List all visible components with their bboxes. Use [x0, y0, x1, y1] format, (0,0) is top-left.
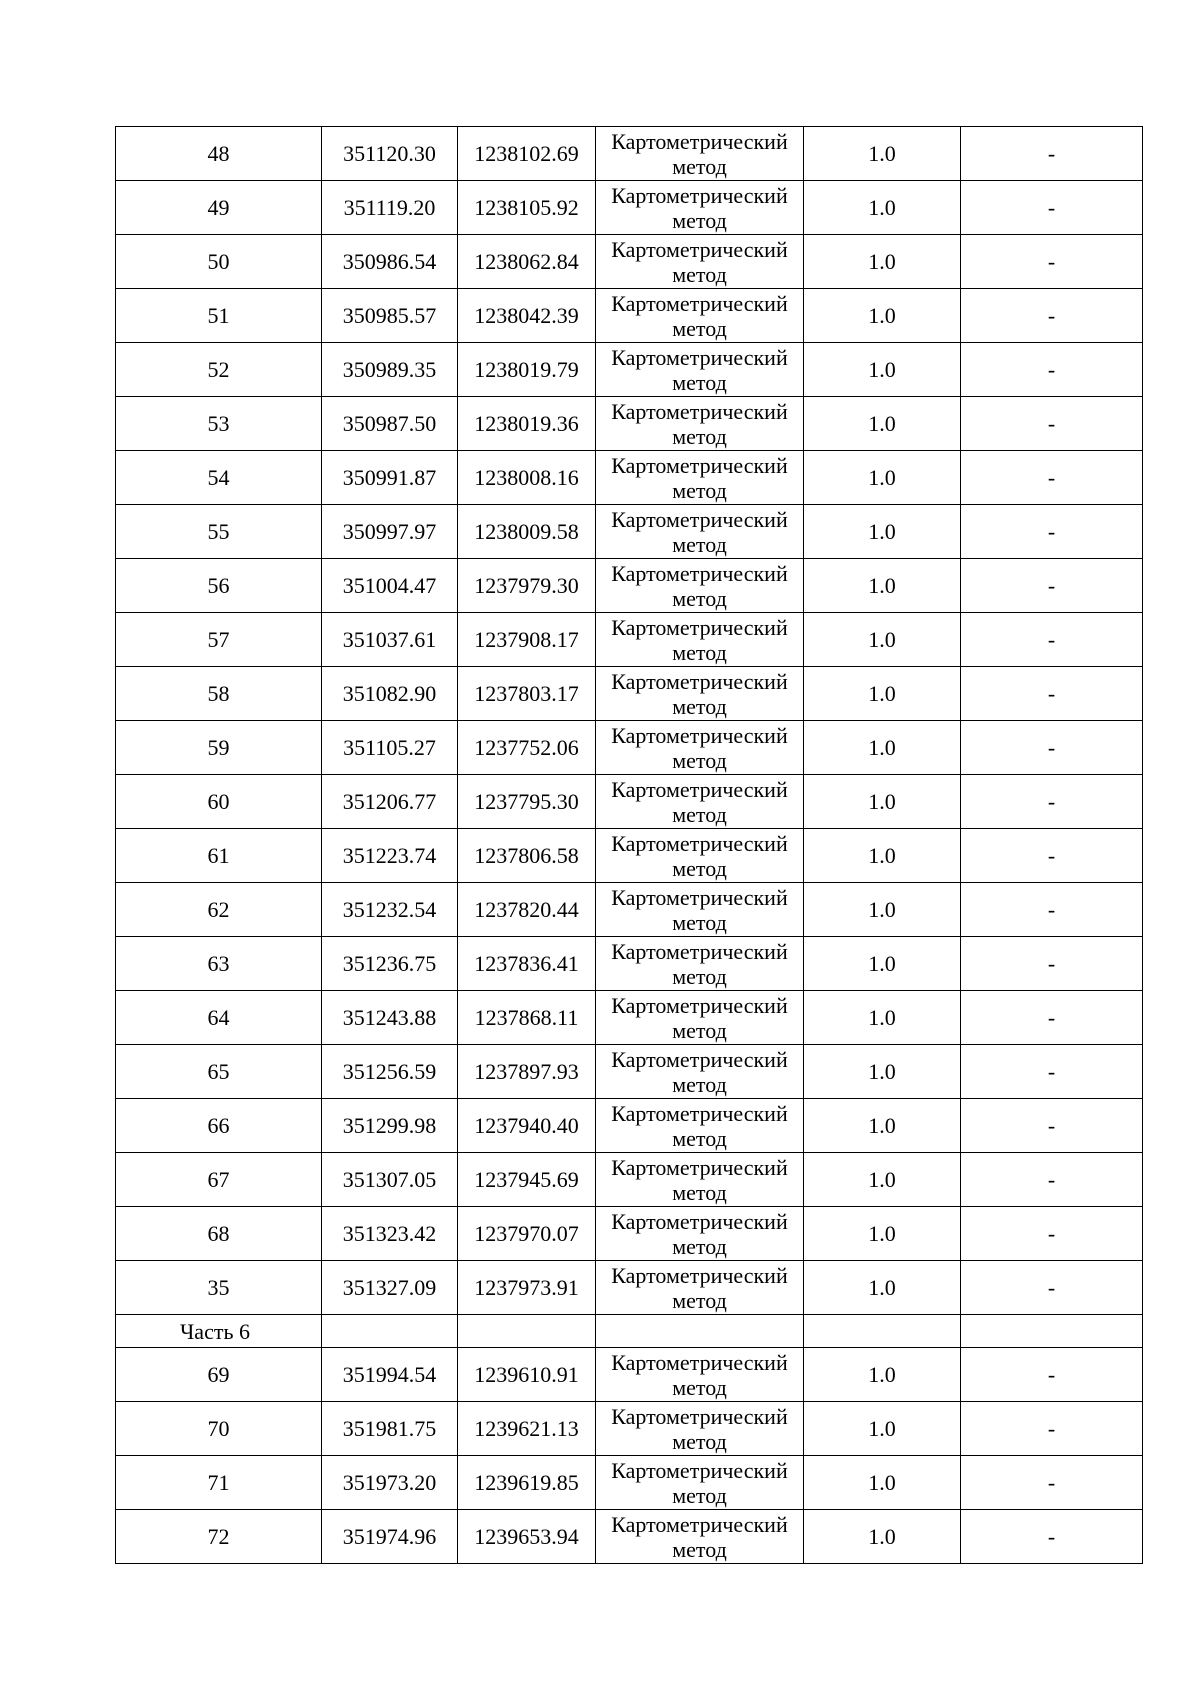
method-cell — [596, 937, 804, 991]
point-number-cell: 52 — [116, 343, 322, 397]
y-coordinate-cell: 1237795.30 — [458, 775, 596, 829]
method-line-1: Картометрический — [611, 290, 788, 316]
table-row — [116, 1261, 1143, 1315]
point-number-cell: 48 — [116, 127, 322, 181]
y-coordinate-cell: 1237979.30 — [458, 559, 596, 613]
empty-cell — [322, 1315, 458, 1348]
accuracy-cell: 1.0 — [804, 613, 961, 667]
y-coordinate-cell: 1237940.40 — [458, 1099, 596, 1153]
x-coordinate-cell: 350985.57 — [322, 289, 458, 343]
method-line-1: Картометрический — [611, 668, 788, 694]
y-coordinate-cell: 1237803.17 — [458, 667, 596, 721]
y-coordinate-cell: 1238102.69 — [458, 127, 596, 181]
point-number-cell: 71 — [116, 1456, 322, 1510]
method-line-1: Картометрический — [611, 1154, 788, 1180]
accuracy-cell: 1.0 — [804, 1456, 961, 1510]
method-cell — [596, 127, 804, 181]
table-row — [116, 505, 1143, 559]
method-cell — [596, 667, 804, 721]
method-line-1: Картометрический — [611, 452, 788, 478]
point-number-cell: 58 — [116, 667, 322, 721]
table-row — [116, 1402, 1143, 1456]
point-number-cell: 72 — [116, 1510, 322, 1564]
method-line-2: метод — [672, 423, 727, 449]
note-cell: - — [961, 1045, 1143, 1099]
method-cell — [596, 775, 804, 829]
table-row — [116, 289, 1143, 343]
table-row — [116, 1456, 1143, 1510]
y-coordinate-cell: 1237908.17 — [458, 613, 596, 667]
y-coordinate-cell: 1239653.94 — [458, 1510, 596, 1564]
x-coordinate-cell: 351004.47 — [322, 559, 458, 613]
accuracy-cell: 1.0 — [804, 721, 961, 775]
note-cell: - — [961, 1261, 1143, 1315]
x-coordinate-cell: 351323.42 — [322, 1207, 458, 1261]
method-line-1: Картометрический — [611, 1511, 788, 1537]
note-cell: - — [961, 181, 1143, 235]
x-coordinate-cell: 351981.75 — [322, 1402, 458, 1456]
point-number-cell: 68 — [116, 1207, 322, 1261]
method-line-1: Картометрический — [611, 1208, 788, 1234]
note-cell: - — [961, 1153, 1143, 1207]
y-coordinate-cell: 1237836.41 — [458, 937, 596, 991]
note-cell: - — [961, 1402, 1143, 1456]
method-line-1: Картометрический — [611, 722, 788, 748]
coordinates-table — [115, 126, 1143, 1564]
empty-cell — [458, 1315, 596, 1348]
method-line-1: Картометрический — [611, 776, 788, 802]
method-cell — [596, 613, 804, 667]
method-line-1: Картометрический — [611, 1100, 788, 1126]
method-line-2: метод — [672, 531, 727, 557]
method-line-1: Картометрический — [611, 1457, 788, 1483]
point-number-cell: 57 — [116, 613, 322, 667]
x-coordinate-cell: 350987.50 — [322, 397, 458, 451]
method-line-2: метод — [672, 153, 727, 179]
method-cell — [596, 1261, 804, 1315]
method-line-2: метод — [672, 315, 727, 341]
accuracy-cell: 1.0 — [804, 397, 961, 451]
accuracy-cell: 1.0 — [804, 1261, 961, 1315]
x-coordinate-cell: 351120.30 — [322, 127, 458, 181]
y-coordinate-cell: 1239619.85 — [458, 1456, 596, 1510]
method-line-2: метод — [672, 1179, 727, 1205]
accuracy-cell: 1.0 — [804, 775, 961, 829]
table-row — [116, 397, 1143, 451]
point-number-cell: 53 — [116, 397, 322, 451]
accuracy-cell: 1.0 — [804, 289, 961, 343]
accuracy-cell: 1.0 — [804, 1510, 961, 1564]
accuracy-cell: 1.0 — [804, 991, 961, 1045]
note-cell: - — [961, 991, 1143, 1045]
method-cell — [596, 1153, 804, 1207]
accuracy-cell: 1.0 — [804, 181, 961, 235]
method-cell — [596, 991, 804, 1045]
method-line-2: метод — [672, 261, 727, 287]
note-cell: - — [961, 1099, 1143, 1153]
method-line-1: Картометрический — [611, 344, 788, 370]
point-number-cell: 59 — [116, 721, 322, 775]
point-number-cell: 69 — [116, 1348, 322, 1402]
method-cell — [596, 1510, 804, 1564]
y-coordinate-cell: 1237897.93 — [458, 1045, 596, 1099]
table-row — [116, 343, 1143, 397]
note-cell: - — [961, 343, 1143, 397]
accuracy-cell: 1.0 — [804, 1348, 961, 1402]
accuracy-cell: 1.0 — [804, 127, 961, 181]
method-cell — [596, 505, 804, 559]
table-row — [116, 937, 1143, 991]
accuracy-cell: 1.0 — [804, 667, 961, 721]
method-cell — [596, 1045, 804, 1099]
note-cell: - — [961, 1510, 1143, 1564]
method-cell — [596, 559, 804, 613]
x-coordinate-cell: 350989.35 — [322, 343, 458, 397]
method-line-2: метод — [672, 1017, 727, 1043]
empty-cell — [961, 1315, 1143, 1348]
accuracy-cell: 1.0 — [804, 451, 961, 505]
method-cell — [596, 721, 804, 775]
x-coordinate-cell: 351037.61 — [322, 613, 458, 667]
method-cell — [596, 1456, 804, 1510]
x-coordinate-cell: 351307.05 — [322, 1153, 458, 1207]
note-cell: - — [961, 613, 1143, 667]
y-coordinate-cell: 1237868.11 — [458, 991, 596, 1045]
method-line-2: метод — [672, 855, 727, 881]
y-coordinate-cell: 1237752.06 — [458, 721, 596, 775]
method-line-2: метод — [672, 1233, 727, 1259]
note-cell: - — [961, 1348, 1143, 1402]
note-cell: - — [961, 1456, 1143, 1510]
method-line-2: метод — [672, 1071, 727, 1097]
note-cell: - — [961, 397, 1143, 451]
note-cell: - — [961, 667, 1143, 721]
point-number-cell: 63 — [116, 937, 322, 991]
table-row — [116, 991, 1143, 1045]
y-coordinate-cell: 1237970.07 — [458, 1207, 596, 1261]
x-coordinate-cell: 351232.54 — [322, 883, 458, 937]
table-row — [116, 613, 1143, 667]
method-line-1: Картометрический — [611, 506, 788, 532]
point-number-cell: 70 — [116, 1402, 322, 1456]
table-row — [116, 1348, 1143, 1402]
note-cell: - — [961, 127, 1143, 181]
point-number-cell: 35 — [116, 1261, 322, 1315]
table-row — [116, 829, 1143, 883]
y-coordinate-cell: 1237820.44 — [458, 883, 596, 937]
x-coordinate-cell: 351994.54 — [322, 1348, 458, 1402]
accuracy-cell: 1.0 — [804, 883, 961, 937]
method-line-2: метод — [672, 693, 727, 719]
method-line-1: Картометрический — [611, 182, 788, 208]
note-cell: - — [961, 559, 1143, 613]
method-cell — [596, 1402, 804, 1456]
note-cell: - — [961, 451, 1143, 505]
method-line-2: метод — [672, 1287, 727, 1313]
point-number-cell: 54 — [116, 451, 322, 505]
note-cell: - — [961, 289, 1143, 343]
method-cell — [596, 883, 804, 937]
table-row — [116, 883, 1143, 937]
x-coordinate-cell: 351119.20 — [322, 181, 458, 235]
method-line-1: Картометрический — [611, 560, 788, 586]
method-line-1: Картометрический — [611, 830, 788, 856]
note-cell: - — [961, 775, 1143, 829]
method-cell — [596, 289, 804, 343]
method-line-1: Картометрический — [611, 1262, 788, 1288]
point-number-cell: 65 — [116, 1045, 322, 1099]
y-coordinate-cell: 1239610.91 — [458, 1348, 596, 1402]
method-cell — [596, 1099, 804, 1153]
x-coordinate-cell: 351105.27 — [322, 721, 458, 775]
y-coordinate-cell: 1238042.39 — [458, 289, 596, 343]
table-row — [116, 1153, 1143, 1207]
note-cell: - — [961, 721, 1143, 775]
point-number-cell: 66 — [116, 1099, 322, 1153]
method-cell — [596, 829, 804, 883]
note-cell: - — [961, 505, 1143, 559]
accuracy-cell: 1.0 — [804, 937, 961, 991]
x-coordinate-cell: 351206.77 — [322, 775, 458, 829]
section-header-row — [116, 1315, 1143, 1348]
x-coordinate-cell: 351973.20 — [322, 1456, 458, 1510]
method-line-2: метод — [672, 639, 727, 665]
method-line-2: метод — [672, 963, 727, 989]
method-line-1: Картометрический — [611, 938, 788, 964]
accuracy-cell: 1.0 — [804, 235, 961, 289]
point-number-cell: 50 — [116, 235, 322, 289]
method-line-1: Картометрический — [611, 1046, 788, 1072]
accuracy-cell: 1.0 — [804, 829, 961, 883]
method-cell — [596, 397, 804, 451]
method-line-2: метод — [672, 1428, 727, 1454]
method-line-1: Картометрический — [611, 128, 788, 154]
accuracy-cell: 1.0 — [804, 1045, 961, 1099]
table-row — [116, 451, 1143, 505]
y-coordinate-cell: 1238008.16 — [458, 451, 596, 505]
note-cell: - — [961, 937, 1143, 991]
accuracy-cell: 1.0 — [804, 343, 961, 397]
y-coordinate-cell: 1238105.92 — [458, 181, 596, 235]
method-line-2: метод — [672, 1374, 727, 1400]
method-line-2: метод — [672, 477, 727, 503]
table-row — [116, 721, 1143, 775]
method-line-2: метод — [672, 909, 727, 935]
method-line-2: метод — [672, 585, 727, 611]
table-row — [116, 1099, 1143, 1153]
table-row — [116, 1045, 1143, 1099]
method-cell — [596, 1207, 804, 1261]
point-number-cell: 56 — [116, 559, 322, 613]
point-number-cell: 55 — [116, 505, 322, 559]
accuracy-cell: 1.0 — [804, 1099, 961, 1153]
x-coordinate-cell: 350986.54 — [322, 235, 458, 289]
point-number-cell: 60 — [116, 775, 322, 829]
table-row — [116, 667, 1143, 721]
table-row — [116, 127, 1143, 181]
table-row — [116, 235, 1143, 289]
y-coordinate-cell: 1238019.79 — [458, 343, 596, 397]
method-line-1: Картометрический — [611, 1403, 788, 1429]
y-coordinate-cell: 1237945.69 — [458, 1153, 596, 1207]
table-row — [116, 181, 1143, 235]
method-cell — [596, 181, 804, 235]
method-line-1: Картометрический — [611, 992, 788, 1018]
method-line-1: Картометрический — [611, 1349, 788, 1375]
note-cell: - — [961, 883, 1143, 937]
y-coordinate-cell: 1238019.36 — [458, 397, 596, 451]
accuracy-cell: 1.0 — [804, 505, 961, 559]
x-coordinate-cell: 351243.88 — [322, 991, 458, 1045]
x-coordinate-cell: 351082.90 — [322, 667, 458, 721]
point-number-cell: 49 — [116, 181, 322, 235]
method-line-2: метод — [672, 207, 727, 233]
method-cell — [596, 235, 804, 289]
accuracy-cell: 1.0 — [804, 1153, 961, 1207]
accuracy-cell: 1.0 — [804, 559, 961, 613]
accuracy-cell: 1.0 — [804, 1207, 961, 1261]
table-row — [116, 775, 1143, 829]
accuracy-cell: 1.0 — [804, 1402, 961, 1456]
table-row — [116, 1510, 1143, 1564]
table-row — [116, 559, 1143, 613]
note-cell: - — [961, 235, 1143, 289]
empty-cell — [804, 1315, 961, 1348]
y-coordinate-cell: 1237973.91 — [458, 1261, 596, 1315]
method-line-2: метод — [672, 1482, 727, 1508]
x-coordinate-cell: 350997.97 — [322, 505, 458, 559]
method-line-1: Картометрический — [611, 236, 788, 262]
section-label: Часть 6 — [116, 1315, 322, 1348]
table-row — [116, 1207, 1143, 1261]
x-coordinate-cell: 351236.75 — [322, 937, 458, 991]
point-number-cell: 51 — [116, 289, 322, 343]
x-coordinate-cell: 351327.09 — [322, 1261, 458, 1315]
point-number-cell: 61 — [116, 829, 322, 883]
method-line-1: Картометрический — [611, 884, 788, 910]
method-line-2: метод — [672, 1125, 727, 1151]
method-cell — [596, 1348, 804, 1402]
method-cell — [596, 451, 804, 505]
x-coordinate-cell: 351256.59 — [322, 1045, 458, 1099]
y-coordinate-cell: 1238009.58 — [458, 505, 596, 559]
point-number-cell: 64 — [116, 991, 322, 1045]
point-number-cell: 67 — [116, 1153, 322, 1207]
x-coordinate-cell: 351974.96 — [322, 1510, 458, 1564]
x-coordinate-cell: 350991.87 — [322, 451, 458, 505]
method-line-2: метод — [672, 801, 727, 827]
method-line-2: метод — [672, 747, 727, 773]
y-coordinate-cell: 1238062.84 — [458, 235, 596, 289]
y-coordinate-cell: 1237806.58 — [458, 829, 596, 883]
note-cell: - — [961, 1207, 1143, 1261]
note-cell: - — [961, 829, 1143, 883]
method-line-1: Картометрический — [611, 614, 788, 640]
coordinates-table-body — [116, 127, 1143, 1564]
method-cell — [596, 343, 804, 397]
method-line-2: метод — [672, 369, 727, 395]
empty-cell — [596, 1315, 804, 1348]
y-coordinate-cell: 1239621.13 — [458, 1402, 596, 1456]
method-line-1: Картометрический — [611, 398, 788, 424]
x-coordinate-cell: 351223.74 — [322, 829, 458, 883]
x-coordinate-cell: 351299.98 — [322, 1099, 458, 1153]
point-number-cell: 62 — [116, 883, 322, 937]
method-line-2: метод — [672, 1536, 727, 1562]
